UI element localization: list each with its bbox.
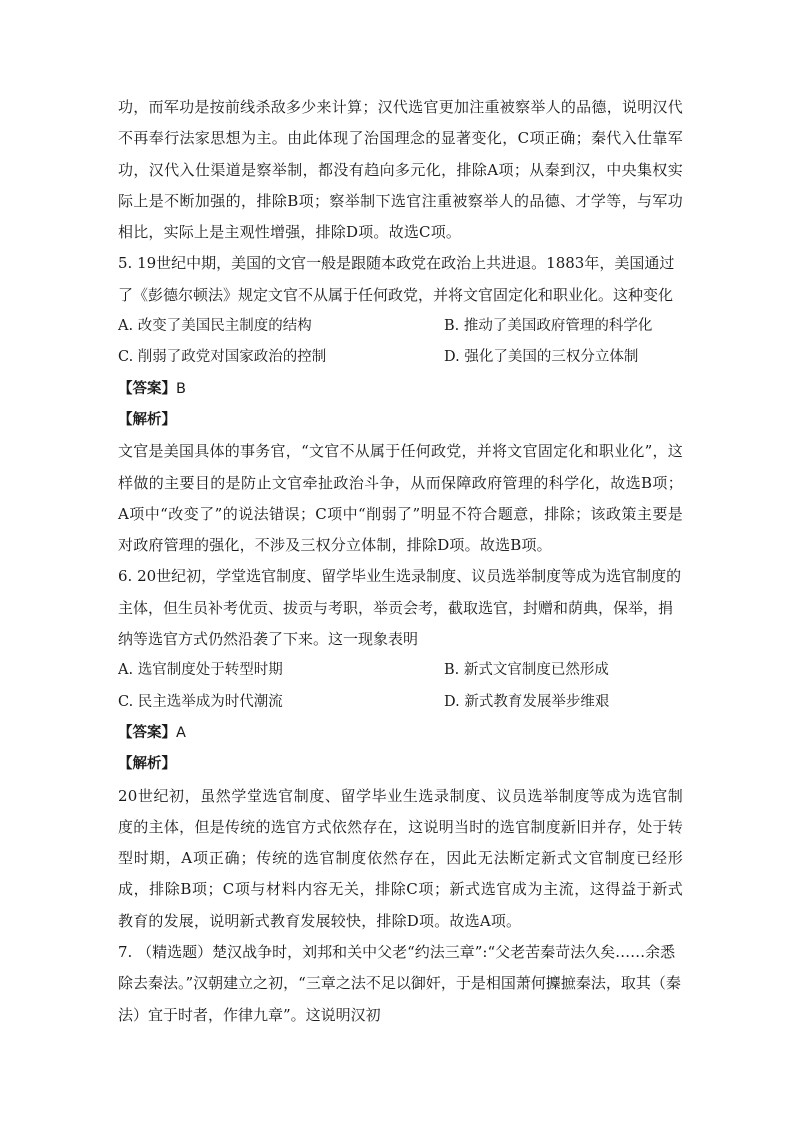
prev-question-explanation: 功，而军功是按前线杀敌多少来计算；汉代选官更加注重被察举人的品德，说明汉代不再奉行法家思想为主。由此体现了治国理念的显著变化，C项正确；秦代入仕靠军功，汉代入仕渠道是察举制，都没有趋向多元化，排除A项；从秦到汉，中央集权实际上是不断加强的，排除B项；察举制下选官注重被察举人的品德、才学等，与军功相比，实际上是主观性增强，排除D项。故选C项。 <box>118 98 683 242</box>
q6-analysis: 20世纪初，虽然学堂选官制度、留学毕业生选录制度、议员选举制度等成为选官制度的主体，但是传统的选官方式依然存在，这说明当时的选官制度新旧并存，处于转型时期，A项正确；传统的选官制度依然存在，因此无法断定新式文官制度已经形成，排除B项；C项与材料内容无关，排除C项；新式选官成为主流，这得益于新式教育的发展，说明新式教育发展较快，排除D项。故选A项。 <box>118 786 683 930</box>
q6-analysis-label: 【解析】 <box>118 756 176 773</box>
q6-option-c: C. 民主选举成为时代潮流 <box>118 693 283 710</box>
q6-answer-label: 【答案】 <box>118 724 176 741</box>
question-7-stem: 7. （精选题）楚汉战争时，刘邦和关中父老“约法三章”:“父老苦秦苛法久矣……余悉除去秦法。”汉朝建立之初，“三章之法不足以御奸，于是相国萧何攈摭秦法，取其（秦法）宜于时者，作律九章”。这说明汉初 <box>118 943 681 1024</box>
q6-option-a: A. 选官制度处于转型时期 <box>118 662 283 679</box>
question-5-stem: 5. 19世纪中期，美国的文官一般是跟随本政党在政治上共进退。1883年，美国通过了《彭德尔顿法》规定文官不从属于任何政党，并将文官固定化和职业化。这种变化 <box>118 254 675 304</box>
question-6-options <box>118 655 683 718</box>
question-5-options <box>118 311 683 374</box>
q5-answer-value: B <box>176 380 186 397</box>
q5-option-d: D. 强化了美国的三权分立体制 <box>444 349 639 366</box>
document-page <box>118 92 683 1031</box>
question-6-stem: 6. 20世纪初，学堂选官制度、留学毕业生选录制度、议员选举制度等成为选官制度的主体，但生员补考优贡、拔贡与考职，举贡会考，截取选官，封赠和荫典，保举，捐纳等选官方式仍然沿袭了下来。这一现象表明 <box>118 567 682 649</box>
q5-option-a: A. 改变了美国民主制度的结构 <box>118 318 312 335</box>
q5-analysis: 文官是美国具体的事务官，“文官不从属于任何政党，并将文官固定化和职业化”，这样做的主要目的是防止文官牵扯政治斗争，从而保障政府管理的科学化，故选B项；A项中“改变了”的说法错误；C项中“削弱了”明显不符合题意，排除；该政策主要是对政府管理的强化，不涉及三权分立体制，排除D项。故选B项。 <box>118 442 683 555</box>
q5-answer-label: 【答案】 <box>118 380 176 397</box>
q5-option-b: B. 推动了美国政府管理的科学化 <box>444 318 653 335</box>
q6-option-b: B. 新式文官制度已然形成 <box>444 662 609 679</box>
q6-answer-line <box>118 718 683 749</box>
q5-option-c: C. 削弱了政党对国家政治的控制 <box>118 349 327 366</box>
q5-answer-line <box>118 374 683 405</box>
q6-answer-value: A <box>176 724 186 741</box>
q6-option-d: D. 新式教育发展举步维艰 <box>444 693 610 710</box>
q5-analysis-label: 【解析】 <box>118 411 176 428</box>
